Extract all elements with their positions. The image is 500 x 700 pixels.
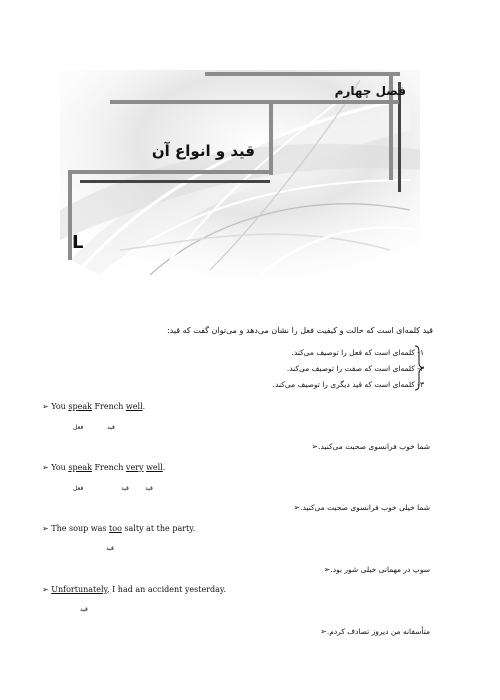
arrow-icon: ➢ (42, 402, 49, 411)
sentence-text: . (142, 402, 146, 411)
adverb-word: well (125, 402, 143, 411)
verb-word: speak (68, 463, 92, 472)
chapter-title: قید و انواع آن (151, 142, 255, 160)
adverb-tag: قید (145, 485, 153, 492)
adverb-word: Unfortunately (51, 585, 107, 594)
adverb-word: well (146, 463, 163, 472)
arrow-icon: ➢ (311, 442, 319, 451)
example-translation (316, 627, 430, 636)
arrow-icon: ➢ (323, 565, 331, 574)
adverb-word: very (125, 463, 144, 472)
adverb-tag: قید (106, 545, 114, 552)
adverb-tag: قید (80, 606, 88, 613)
adverb-word: too (109, 524, 122, 533)
translation-text: شما خیلی خوب فرانسوی صحبت می‌کنید. (300, 503, 430, 512)
adverb-tag: قید (121, 485, 129, 492)
chapter-label: فصل چهارم (334, 84, 406, 98)
sentence-text: French (91, 402, 126, 411)
chapter-header-graphic (60, 70, 420, 280)
translation-text: متأسفانه من دیروز تصادف کردم. (326, 627, 430, 636)
translation-text: شما خوب فرانسوی صحبت می‌کنید. (318, 442, 430, 451)
translation-text: سوپ در مهمانی خیلی شور بود. (330, 565, 430, 574)
arrow-icon: ➢ (42, 463, 49, 472)
sentence-text: . (162, 463, 166, 472)
example-sentence (42, 402, 145, 411)
sentence-text: salty at the party. (121, 524, 196, 533)
definition-intro: قید کلمه‌ای است که حالت و کیفیت فعل را نشان می‌دهد و می‌توان گفت که قید: (166, 326, 433, 335)
example-sentence (42, 463, 165, 472)
definition-item: ۳- کلمه‌ای است که قید دیگری را توصیف می‌کند. (272, 380, 424, 389)
arrow-icon: ➢ (42, 585, 49, 594)
example-sentence (42, 524, 195, 533)
sentence-text: The soup was (51, 524, 110, 533)
definition-item: ۲- کلمه‌ای است که صفت را توصیف می‌کند. (286, 364, 424, 373)
sentence-text: , I had an accident yesterday. (107, 585, 226, 594)
example-sentence (42, 585, 226, 594)
sentence-text: French (91, 463, 126, 472)
arrow-icon: ➢ (293, 503, 301, 512)
verb-tag: فعل (73, 485, 84, 492)
definition-item: ۱- کلمه‌ای است که فعل را توصیف می‌کند. (291, 348, 424, 357)
brace-icon (413, 345, 425, 391)
sentence-text: You (51, 463, 69, 472)
example-translation (289, 503, 430, 512)
sentence-text: You (51, 402, 69, 411)
chapter-letter: L (72, 232, 84, 253)
example-translation (307, 442, 430, 451)
adverb-tag: قید (107, 424, 115, 431)
verb-word: speak (68, 402, 92, 411)
arrow-icon: ➢ (42, 524, 49, 533)
example-translation (320, 565, 430, 574)
verb-tag: فعل (73, 424, 84, 431)
arrow-icon: ➢ (320, 627, 327, 636)
